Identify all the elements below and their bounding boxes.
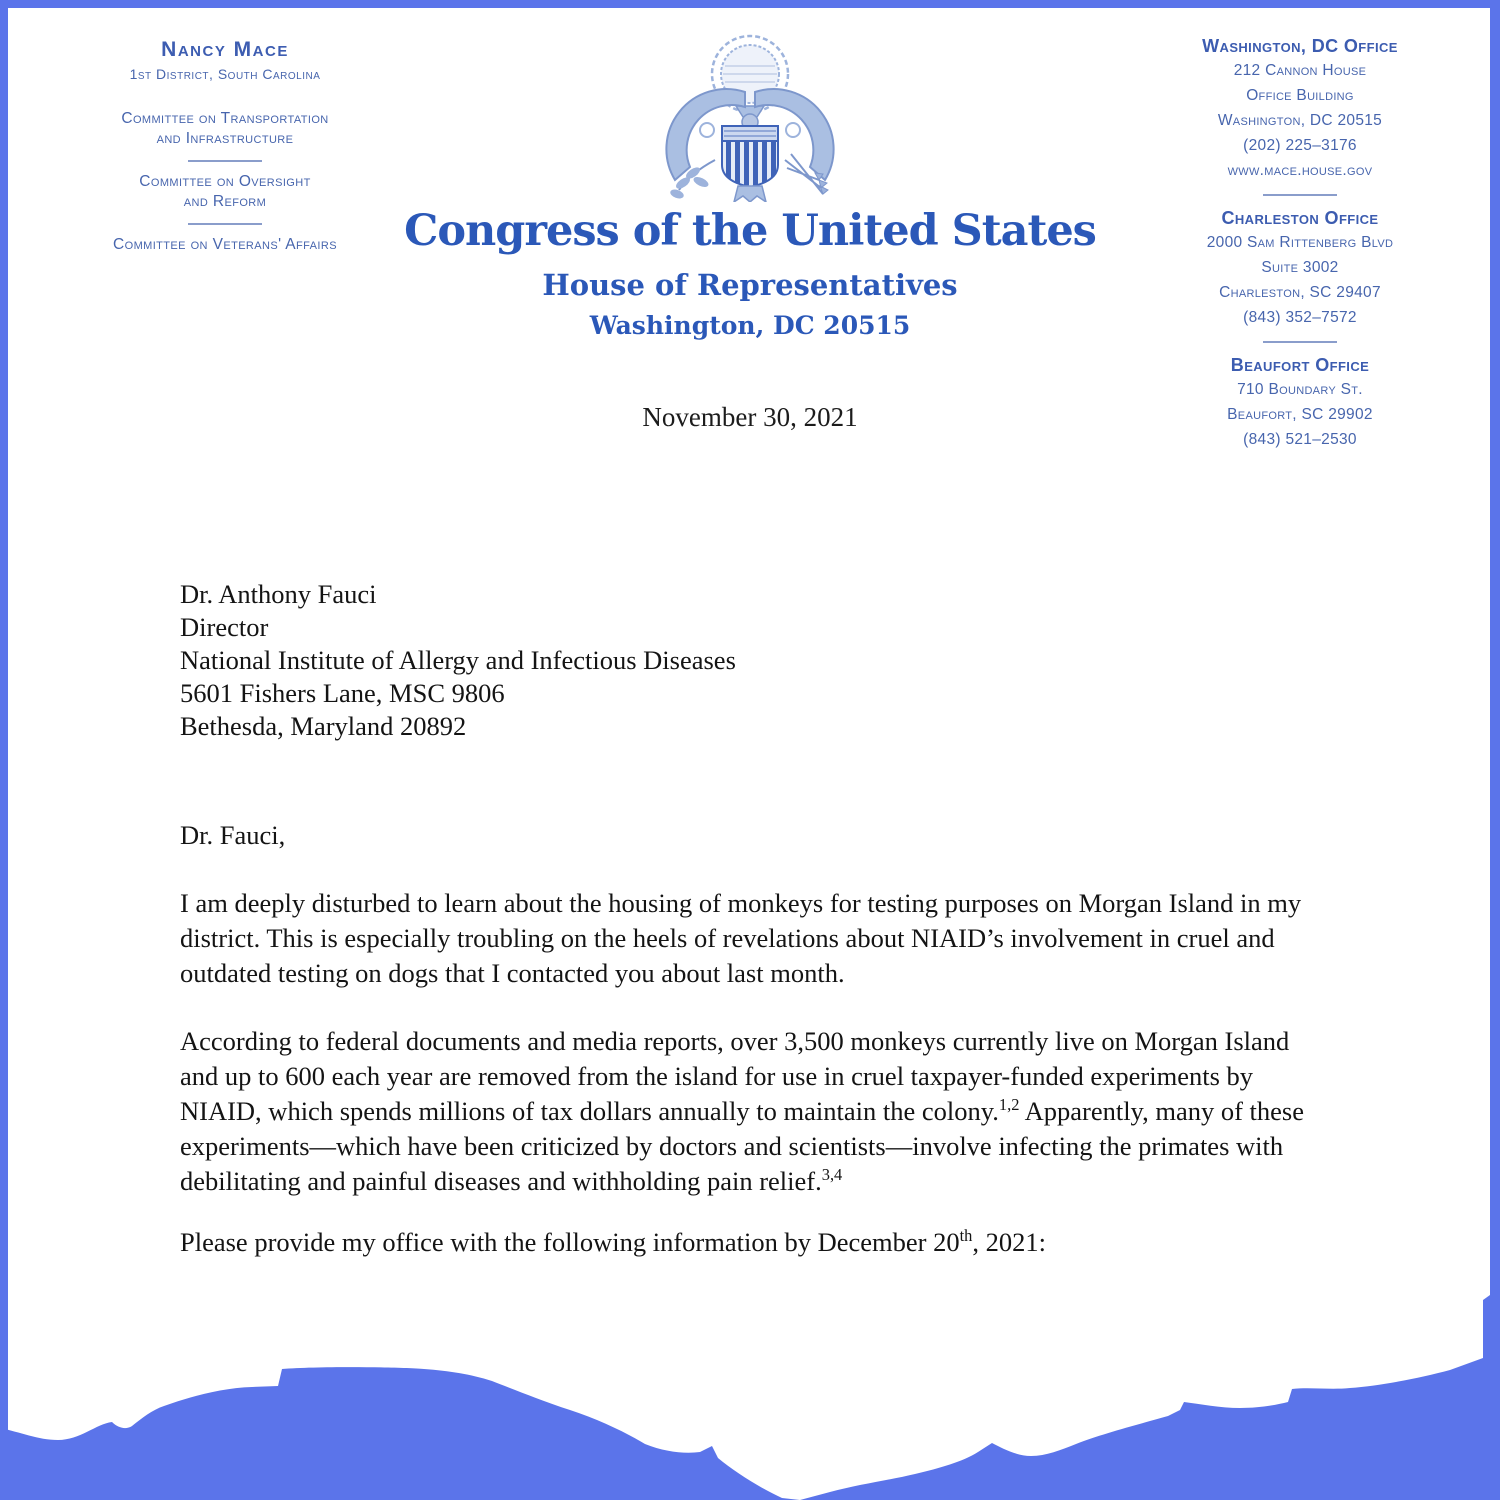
office-beaufort xyxy=(1150,353,1450,452)
divider xyxy=(1263,341,1337,343)
committee-line: and Reform xyxy=(183,193,267,210)
recipient-city: Bethesda, Maryland 20892 xyxy=(180,711,467,741)
representative-name: Nancy Mace xyxy=(161,38,289,61)
committee-transportation xyxy=(55,109,395,149)
committee-line: Committee on Oversight xyxy=(139,173,311,190)
letterhead-left xyxy=(55,38,395,255)
office-phone: (202) 225–3176 xyxy=(1243,137,1357,154)
letterhead-city: Washington, DC 20515 xyxy=(589,311,911,340)
committee-line: Committee on Transportation xyxy=(121,110,329,127)
committee-veterans xyxy=(55,235,395,255)
paragraph-1: I am deeply disturbed to learn about the housing of monkeys for testing purposes on Morgan Island in my district. This is especially troubling on the heels of revelations about NIAID’s involvement in cruel and outdated testing on dogs that I contacted you about last month. xyxy=(180,888,1302,988)
paragraph-3: Please provide my office with the following information by December 20th, 2021: xyxy=(180,1226,1046,1257)
letterhead-subtitle: House of Representatives xyxy=(542,268,958,302)
recipient-title: Director xyxy=(180,612,269,642)
office-line: Office Building xyxy=(1246,87,1354,104)
office-line: 710 Boundary St. xyxy=(1237,381,1363,398)
committee-oversight xyxy=(55,172,395,212)
office-title: Washington, DC Office xyxy=(1202,36,1398,56)
letterhead-title: Congress of the United States xyxy=(404,206,1096,256)
office-line: Beaufort, SC 29902 xyxy=(1227,406,1373,423)
office-title: Beaufort Office xyxy=(1230,355,1370,375)
office-line: Washington, DC 20515 xyxy=(1217,112,1383,129)
office-dc xyxy=(1150,34,1450,183)
torn-paper-edge xyxy=(0,1280,1500,1500)
office-line: Suite 3002 xyxy=(1261,259,1339,276)
committee-line: and Infrastructure xyxy=(156,130,294,147)
letter-body xyxy=(180,578,1330,1260)
office-title: Charleston Office xyxy=(1221,208,1379,228)
office-line: 2000 Sam Rittenberg Blvd xyxy=(1206,234,1394,251)
recipient-org: National Institute of Allergy and Infectious Diseases xyxy=(180,645,736,675)
office-line: Charleston, SC 29407 xyxy=(1219,284,1381,301)
letterhead-center xyxy=(375,0,1125,433)
office-phone: (843) 521–2530 xyxy=(1243,431,1357,448)
office-charleston xyxy=(1150,206,1450,330)
recipient-street: 5601 Fishers Lane, MSC 9806 xyxy=(180,678,505,708)
divider xyxy=(188,223,262,225)
office-website: www.mace.house.gov xyxy=(1227,162,1373,179)
divider xyxy=(1263,194,1337,196)
recipient-name: Dr. Anthony Fauci xyxy=(180,579,377,609)
congressional-eagle-seal-icon xyxy=(635,30,865,202)
divider xyxy=(188,160,262,162)
recipient-address-block xyxy=(180,578,1330,743)
representative-district: 1st District, South Carolina xyxy=(129,66,321,82)
office-phone: (843) 352–7572 xyxy=(1243,309,1357,326)
letter-date: November 30, 2021 xyxy=(642,402,858,432)
paragraph-2: According to federal documents and media reports, over 3,500 monkeys currently live on Morgan Island and up to 600 each year are removed from the island for use in cruel taxpayer-funded experiments by NIAID, which spends millions of tax dollars annually to maintain the colony.$^{1,2}$ Apparently, many of these experiments—which have been criticized by doctors and scientists—involve infecting the primates with debilitating and painful diseases and withholding pain relief.$^{3,4}$ xyxy=(180,1026,1304,1196)
salutation: Dr. Fauci, xyxy=(180,820,286,850)
letterhead-right xyxy=(1150,34,1450,452)
office-line: 212 Cannon House xyxy=(1233,62,1367,79)
committee-line: Committee on Veterans' Affairs xyxy=(113,236,337,253)
